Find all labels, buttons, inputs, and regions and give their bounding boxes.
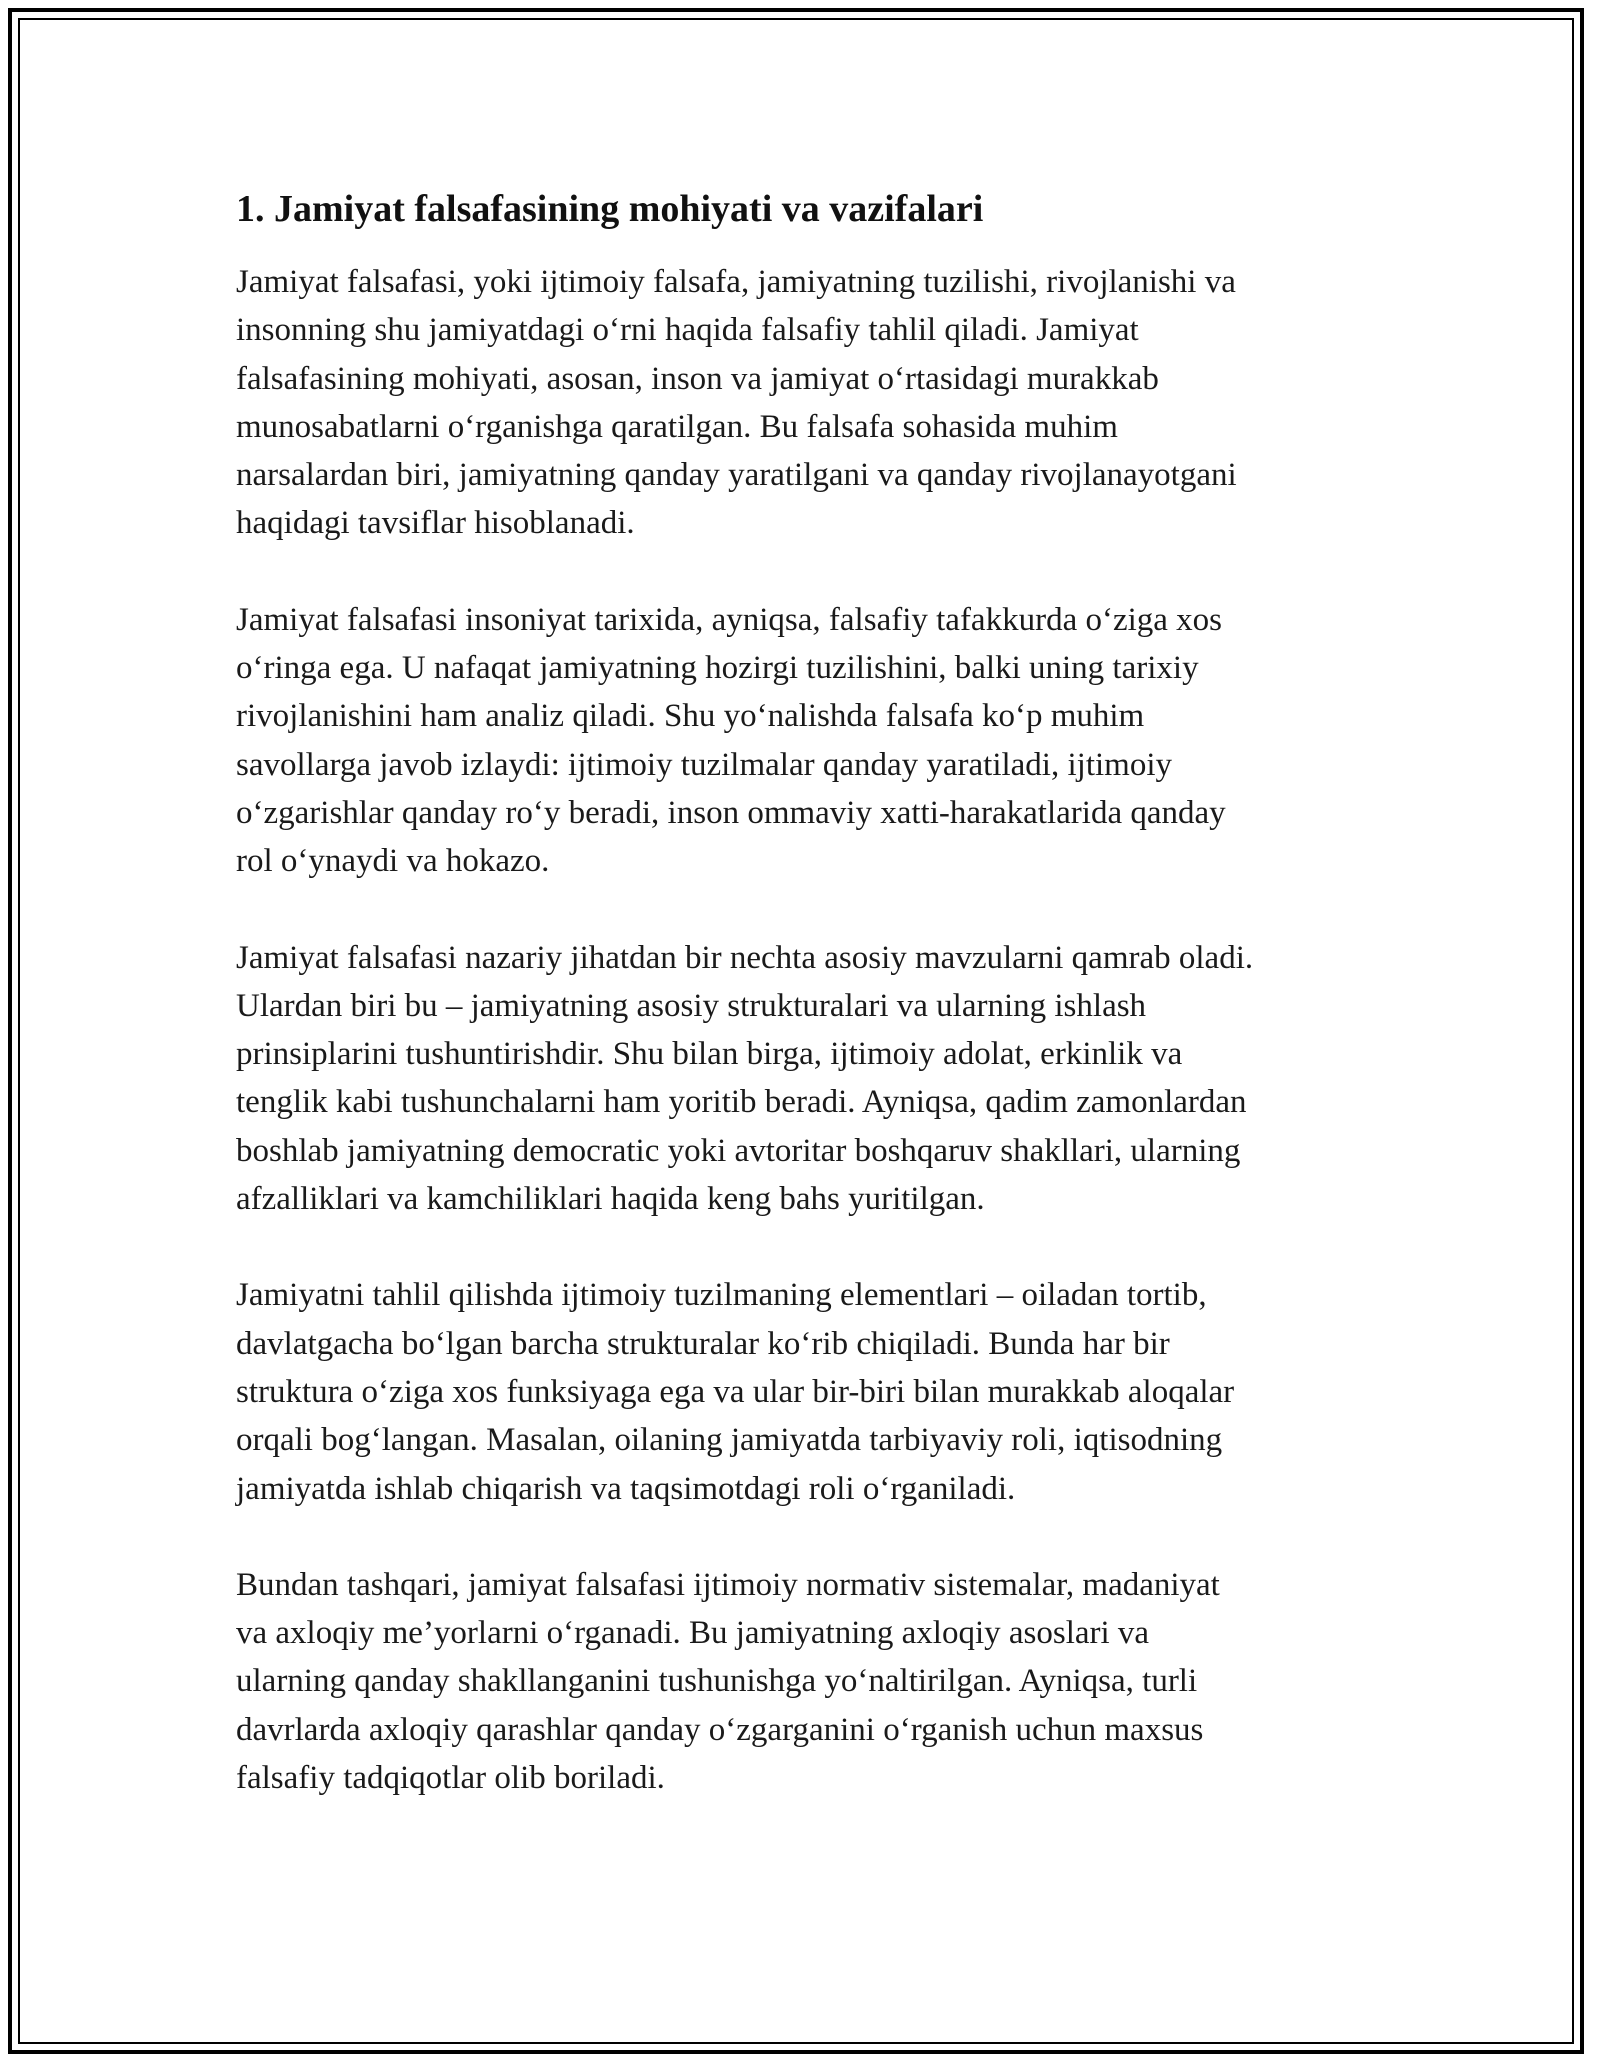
- text-line: afzalliklari va kamchiliklari haqida keng bahs yuritilgan.: [236, 1181, 985, 1218]
- text-line: falsafiy tadqiqotlar olib boriladi.: [236, 1760, 665, 1797]
- paragraph-5: [236, 1561, 1386, 1802]
- text-line: Jamiyat falsafasi insoniyat tarixida, ayniqsa, falsafiy tafakkurda o‘ziga xos: [236, 601, 1223, 638]
- text-line: tenglik kabi tushunchalarni ham yoritib beradi. Ayniqsa, qadim zamonlardan: [236, 1084, 1247, 1121]
- paragraph-3: [236, 934, 1386, 1224]
- text-line: Jamiyat falsafasi, yoki ijtimoiy falsafa, jamiyatning tuzilishi, rivojlanishi va: [236, 264, 1236, 300]
- text-line: Jamiyatni tahlil qilishda ijtimoiy tuzilmaning elementlari – oiladan tortib,: [236, 1277, 1207, 1314]
- text-line: haqidagi tavsiflar hisoblanadi.: [236, 505, 635, 542]
- text-line: Ulardan biri bu – jamiyatning asosiy strukturalari va ularning ishlash: [236, 987, 1147, 1024]
- text-line: ularning qanday shakllanganini tushunishga yo‘naltirilgan. Ayniqsa, turli: [236, 1663, 1198, 1700]
- text-line: boshlab jamiyatning democratic yoki avtoritar boshqaruv shakllari, ularning: [236, 1132, 1241, 1169]
- text-line: o‘ringa ega. U nafaqat jamiyatning hozirgi tuzilishini, balki uning tarixiy: [236, 650, 1199, 687]
- section-heading: 1. Jamiyat falsafasining mohiyati va vazifalari: [236, 188, 984, 230]
- text-line: struktura o‘ziga xos funksiyaga ega va ular bir-biri bilan murakkab aloqalar: [236, 1373, 1235, 1410]
- text-line: Bundan tashqari, jamiyat falsafasi ijtimoiy normativ sistemalar, madaniyat: [236, 1566, 1220, 1603]
- text-line: munosabatlarni o‘rganishga qaratilgan. Bu falsafa sohasida muhim: [236, 408, 1118, 445]
- text-line: Jamiyat falsafasi nazariy jihatdan bir nechta asosiy mavzularni qamrab oladi.: [236, 939, 1254, 976]
- paragraph-2: [236, 596, 1386, 886]
- text-line: prinsiplarini tushuntirishdir. Shu bilan birga, ijtimoiy adolat, erkinlik va: [236, 1036, 1183, 1073]
- text-line: falsafasining mohiyati, asosan, inson va jamiyat o‘rtasidagi murakkab: [236, 360, 1159, 397]
- text-line: savollarga javob izlaydi: ijtimoiy tuzilmalar qanday yaratiladi, ijtimoiy: [236, 746, 1172, 783]
- text-line: davrlarda axloqiy qarashlar qanday o‘zgarganini o‘rganish uchun maxsus: [236, 1711, 1204, 1748]
- text-line: narsalardan biri, jamiyatning qanday yaratilgani va qanday rivojlanayotgani: [236, 457, 1237, 494]
- text-line: rivojlanishini ham analiz qiladi. Shu yo‘nalishda falsafa ko‘p muhim: [236, 698, 1145, 735]
- document-body: [236, 184, 1386, 1850]
- text-line: orqali bog‘langan. Masalan, oilaning jamiyatda tarbiyaviy roli, iqtisodning: [236, 1422, 1223, 1459]
- text-line: jamiyatda ishlab chiqarish va taqsimotdagi roli o‘rganiladi.: [236, 1470, 1016, 1507]
- paragraph-4: [236, 1271, 1386, 1512]
- text-line: insonning shu jamiyatdagi o‘rni haqida falsafiy tahlil qiladi. Jamiyat: [236, 312, 1139, 349]
- text-line: o‘zgarishlar qanday ro‘y beradi, inson ommaviy xatti-harakatlarida qanday: [236, 794, 1226, 831]
- text-line: rol o‘ynaydi va hokazo.: [236, 843, 550, 880]
- text-line: va axloqiy me’yorlarni o‘rganadi. Bu jamiyatning axloqiy asoslari va: [236, 1615, 1150, 1652]
- text-line: davlatgacha bo‘lgan barcha strukturalar ko‘rib chiqiladi. Bunda har bir: [236, 1325, 1170, 1362]
- paragraph-1: [236, 258, 1386, 548]
